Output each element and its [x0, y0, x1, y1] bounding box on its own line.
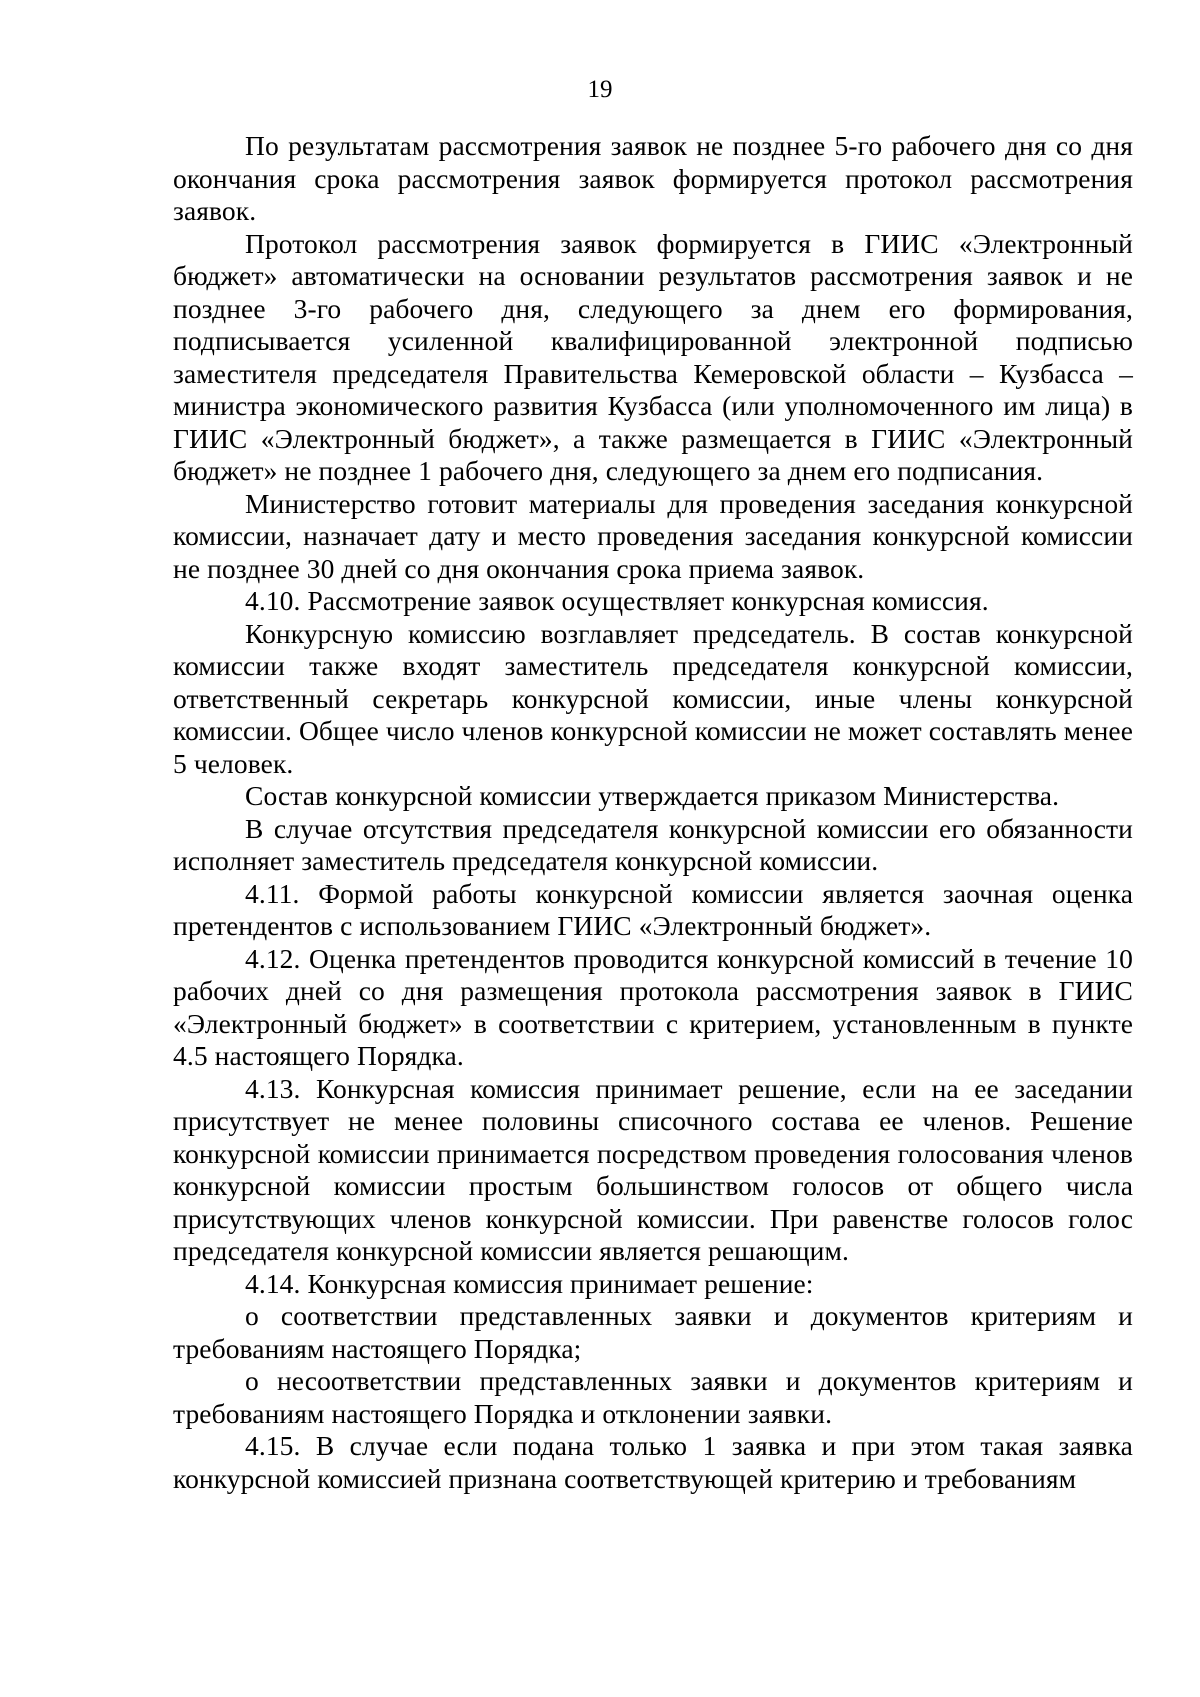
document-body — [173, 130, 1133, 1495]
page-number: 19 — [587, 76, 613, 103]
paragraph: 4.13. Конкурсная комиссия принимает решение, если на ее заседании присутствует не менее половины списочного состава ее членов. Решение конкурсной комиссии принимается посредством проведения голосования членов конкурсной комиссии простым большинством голосов от общего числа присутствующих членов конкурсной комиссии. При равенстве голосов голос председателя конкурсной комиссии является решающим. — [173, 1072, 1133, 1266]
paragraph: Конкурсную комиссию возглавляет председатель. В состав конкурсной комиссии также входят заместитель председателя конкурсной комиссии, ответственный секретарь конкурсной комиссии, иные члены конкурсной комиссии. Общее число членов конкурсной комиссии не может составлять менее 5 человек. — [173, 617, 1133, 779]
paragraph: В случае отсутствия председателя конкурсной комиссии его обязанности исполняет заместитель председателя конкурсной комиссии. — [173, 812, 1133, 876]
paragraph: Состав конкурсной комиссии утверждается приказом Министерства. — [245, 780, 1060, 811]
paragraph: 4.10. Рассмотрение заявок осуществляет конкурсная комиссия. — [245, 585, 989, 616]
paragraph: По результатам рассмотрения заявок не позднее 5-го рабочего дня со дня окончания срока рассмотрения заявок формируется протокол рассмотрения заявок. — [173, 130, 1133, 226]
paragraph: 4.15. В случае если подана только 1 заявка и при этом такая заявка конкурсной комиссией признана соответствующей критерию и требованиям — [173, 1430, 1133, 1494]
paragraph: 4.14. Конкурсная комиссия принимает решение: — [245, 1267, 814, 1299]
paragraph: 4.12. Оценка претендентов проводится конкурсной комиссий в течение 10 рабочих дней со дня размещения протокола рассмотрения заявок в ГИИС «Электронный бюджет» в соответствии с критерием, установленным в пункте 4.5 настоящего Порядка. — [173, 942, 1133, 1071]
paragraph: 4.11. Формой работы конкурсной комиссии является заочная оценка претендентов с использованием ГИИС «Электронный бюджет». — [173, 877, 1133, 941]
paragraph: о соответствии представленных заявки и документов критериям и требованиям настоящего Порядка; — [173, 1300, 1133, 1364]
paragraph: о несоответствии представленных заявки и документов критериям и требованиям настоящего Порядка и отклонении заявки. — [173, 1365, 1133, 1429]
paragraph: Протокол рассмотрения заявок формируется в ГИИС «Электронный бюджет» автоматически на основании результатов рассмотрения заявок и не позднее 3-го рабочего дня, следующего за днем его формирования, подписывается усиленной квалифицированной электронной подписью заместителя председателя Правительства Кемеровской области – Кузбасса – министра экономического развития Кузбасса (или уполномоченного им лица) в ГИИС «Электронный бюджет», а также размещается в ГИИС «Электронный бюджет» не позднее 1 рабочего дня, следующего за днем его подписания. — [173, 227, 1133, 486]
paragraph: Министерство готовит материалы для проведения заседания конкурсной комиссии, назначает дату и место проведения заседания конкурсной комиссии не позднее 30 дней со дня окончания срока приема заявок. — [173, 487, 1133, 584]
